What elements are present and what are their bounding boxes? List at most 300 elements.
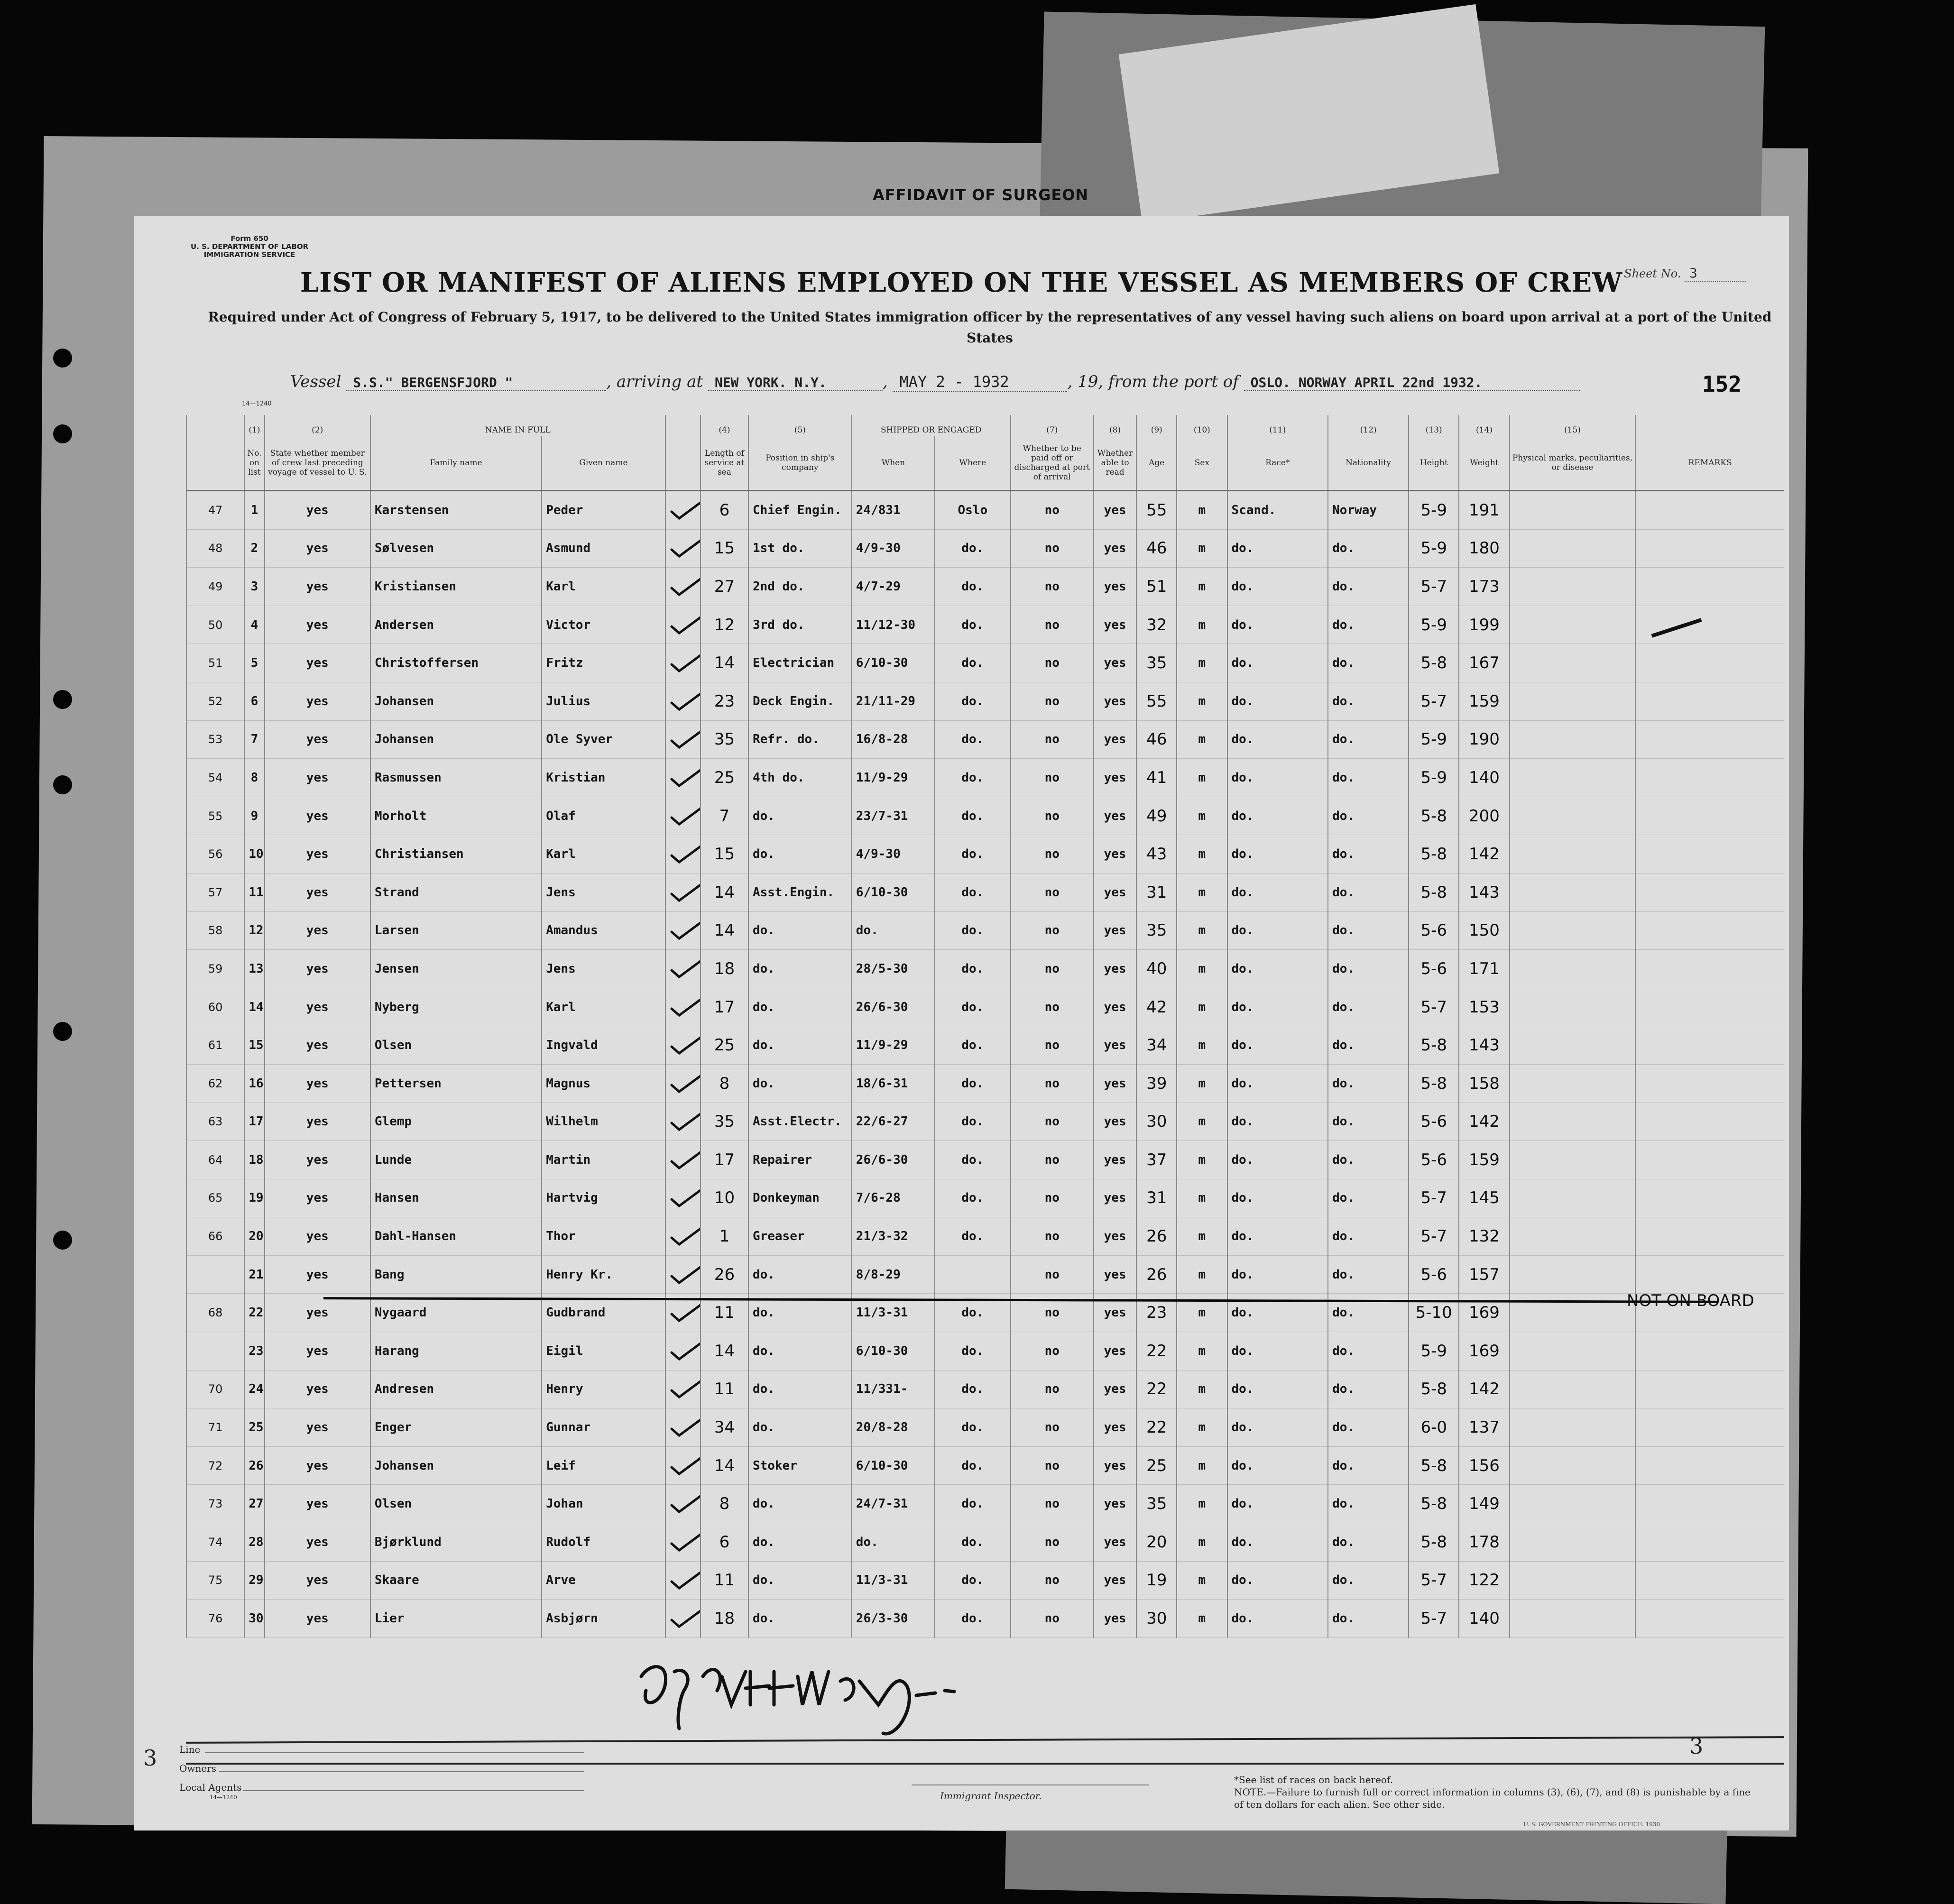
given-name: Asbjørn (542, 1600, 665, 1638)
age: 31 (1136, 1179, 1177, 1217)
check-mark (665, 1600, 700, 1638)
check-mark-icon (670, 768, 700, 788)
paid-off: no (1011, 759, 1094, 797)
position: do. (748, 1026, 852, 1065)
position: do. (748, 1255, 852, 1294)
previous-voyage: yes (265, 720, 370, 759)
check-mark-icon (670, 729, 700, 749)
check-mark-icon (670, 997, 700, 1017)
nationality: do. (1328, 1485, 1409, 1523)
paid-off: no (1011, 720, 1094, 759)
position: Donkeyman (748, 1179, 852, 1217)
column-number: (14) (1459, 415, 1509, 436)
check-mark (665, 568, 700, 606)
able-to-read: yes (1094, 1485, 1136, 1523)
given-name: Fritz (542, 644, 665, 682)
age: 25 (1136, 1446, 1177, 1485)
family-name: Skaare (370, 1561, 542, 1600)
paid-off: no (1011, 1561, 1094, 1600)
row-sequence-number: 72 (186, 1446, 244, 1485)
physical-marks (1510, 1103, 1636, 1141)
paid-off: no (1011, 1026, 1094, 1065)
position: 4th do. (748, 759, 852, 797)
previous-voyage: yes (265, 1523, 370, 1562)
previous-voyage: yes (265, 1561, 370, 1600)
list-number: 22 (244, 1294, 265, 1332)
row-sequence-number: 57 (186, 873, 244, 911)
age: 40 (1136, 950, 1177, 988)
age: 35 (1136, 644, 1177, 682)
check-mark (665, 644, 700, 682)
length-of-service: 26 (700, 1255, 748, 1294)
weight: 145 (1459, 1179, 1509, 1217)
position: do. (748, 1485, 852, 1523)
length-of-service: 23 (700, 682, 748, 720)
race: do. (1227, 797, 1328, 835)
remarks (1635, 491, 1784, 530)
list-number: 26 (244, 1446, 265, 1485)
position: do. (748, 1294, 852, 1332)
column-number: (11) (1227, 415, 1328, 436)
nationality: Norway (1328, 491, 1409, 530)
family-name: Sølvesen (370, 529, 542, 568)
length-of-service: 27 (700, 568, 748, 606)
remarks (1635, 1561, 1784, 1600)
column-header: Sex (1177, 436, 1227, 491)
paid-off: no (1011, 950, 1094, 988)
previous-voyage: yes (265, 1255, 370, 1294)
page-number-right: 3 (1689, 1733, 1704, 1759)
row-sequence-number (186, 1332, 244, 1371)
row-sequence-number: 63 (186, 1103, 244, 1141)
height: 5-7 (1409, 568, 1459, 606)
length-of-service: 7 (700, 797, 748, 835)
previous-voyage: yes (265, 1485, 370, 1523)
physical-marks (1510, 491, 1636, 530)
list-number: 24 (244, 1370, 265, 1408)
physical-marks (1510, 1523, 1636, 1562)
check-mark-icon (670, 1494, 700, 1514)
height: 5-8 (1409, 797, 1459, 835)
check-mark (665, 873, 700, 911)
length-of-service: 8 (700, 1064, 748, 1103)
race: do. (1227, 1141, 1328, 1179)
paid-off: no (1011, 1446, 1094, 1485)
age: 35 (1136, 911, 1177, 950)
nationality: do. (1328, 1446, 1409, 1485)
shipped-where: do. (935, 1446, 1010, 1485)
list-number: 2 (244, 529, 265, 568)
paid-off: no (1011, 873, 1094, 911)
physical-marks (1510, 1561, 1636, 1600)
nationality: do. (1328, 797, 1409, 835)
race: do. (1227, 759, 1328, 797)
position: do. (748, 1561, 852, 1600)
paid-off: no (1011, 1485, 1094, 1523)
previous-voyage: yes (265, 1446, 370, 1485)
shipped-when: do. (852, 911, 935, 950)
sex: m (1177, 797, 1227, 835)
check-mark-icon (670, 1417, 700, 1437)
family-name: Pettersen (370, 1064, 542, 1103)
length-of-service: 11 (700, 1370, 748, 1408)
nationality: do. (1328, 1408, 1409, 1447)
age: 49 (1136, 797, 1177, 835)
shipped-where: do. (935, 759, 1010, 797)
list-number: 4 (244, 606, 265, 644)
family-name: Andersen (370, 606, 542, 644)
nationality: do. (1328, 1294, 1409, 1332)
arrival-port: NEW YORK. N.Y. (708, 375, 883, 391)
given-name: Henry Kr. (542, 1255, 665, 1294)
check-mark (665, 911, 700, 950)
length-of-service: 34 (700, 1408, 748, 1447)
remarks (1635, 988, 1784, 1026)
length-of-service: 14 (700, 873, 748, 911)
row-sequence-number: 62 (186, 1064, 244, 1103)
row-sequence-number: 71 (186, 1408, 244, 1447)
weight: 190 (1459, 720, 1509, 759)
punch-hole (53, 1022, 72, 1041)
nationality: do. (1328, 911, 1409, 950)
nationality: do. (1328, 644, 1409, 682)
weight: 159 (1459, 682, 1509, 720)
age: 20 (1136, 1523, 1177, 1562)
shipped-when: 24/831 (852, 491, 935, 530)
sex: m (1177, 1485, 1227, 1523)
table-row (186, 1523, 1784, 1562)
remarks (1635, 1255, 1784, 1294)
paid-off: no (1011, 1408, 1094, 1447)
paid-off: no (1011, 606, 1094, 644)
race: do. (1227, 1561, 1328, 1600)
previous-voyage: yes (265, 1064, 370, 1103)
length-of-service: 8 (700, 1485, 748, 1523)
column-number: (8) (1094, 415, 1136, 436)
list-number: 11 (244, 873, 265, 911)
shipped-where: do. (935, 1332, 1010, 1371)
check-mark-icon (670, 1150, 700, 1170)
check-mark-icon (670, 538, 700, 558)
form-code-small: 14—1240 (242, 400, 272, 407)
race: do. (1227, 1408, 1328, 1447)
remarks (1635, 1064, 1784, 1103)
check-mark (665, 1561, 700, 1600)
family-name: Nygaard (370, 1294, 542, 1332)
shipped-where (935, 1255, 1010, 1294)
position: Deck Engin. (748, 682, 852, 720)
shipped-when: 8/8-29 (852, 1255, 935, 1294)
race: do. (1227, 1103, 1328, 1141)
list-number: 5 (244, 644, 265, 682)
weight: 142 (1459, 1370, 1509, 1408)
check-mark (665, 1408, 700, 1447)
weight: 143 (1459, 1026, 1509, 1065)
check-mark (665, 606, 700, 644)
position: Electrician (748, 644, 852, 682)
table-row (186, 1561, 1784, 1600)
row-sequence-number: 74 (186, 1523, 244, 1562)
check-mark (665, 1141, 700, 1179)
family-name: Harang (370, 1332, 542, 1371)
given-name: Johan (542, 1485, 665, 1523)
sex: m (1177, 911, 1227, 950)
remarks (1635, 529, 1784, 568)
shipped-where: do. (935, 797, 1010, 835)
shipped-where: do. (935, 835, 1010, 874)
position: do. (748, 1370, 852, 1408)
race: Scand. (1227, 491, 1328, 530)
sex: m (1177, 1408, 1227, 1447)
height: 5-6 (1409, 1141, 1459, 1179)
form-code: Form 650 U. S. DEPARTMENT OF LABOR IMMIGRATION SERVICE (191, 234, 309, 259)
length-of-service: 17 (700, 988, 748, 1026)
list-number: 9 (244, 797, 265, 835)
race: do. (1227, 1255, 1328, 1294)
paid-off: no (1011, 1332, 1094, 1371)
nationality: do. (1328, 529, 1409, 568)
sex: m (1177, 529, 1227, 568)
race: do. (1227, 606, 1328, 644)
given-name: Thor (542, 1217, 665, 1256)
remarks (1635, 1332, 1784, 1371)
shipped-where: do. (935, 1485, 1010, 1523)
shipped-when: 11/331- (852, 1370, 935, 1408)
physical-marks (1510, 1446, 1636, 1485)
height: 6-0 (1409, 1408, 1459, 1447)
paid-off: no (1011, 1064, 1094, 1103)
given-name: Eigil (542, 1332, 665, 1371)
weight: 142 (1459, 1103, 1509, 1141)
shipped-when: 6/10-30 (852, 1446, 935, 1485)
height: 5-8 (1409, 1523, 1459, 1562)
given-name: Rudolf (542, 1523, 665, 1562)
given-name: Karl (542, 988, 665, 1026)
race: do. (1227, 1332, 1328, 1371)
physical-marks (1510, 1370, 1636, 1408)
paid-off: no (1011, 1600, 1094, 1638)
table-row (186, 529, 1784, 568)
remarks (1635, 911, 1784, 950)
paid-off: no (1011, 1255, 1094, 1294)
weight: 157 (1459, 1255, 1509, 1294)
nationality: do. (1328, 835, 1409, 874)
nationality: do. (1328, 1217, 1409, 1256)
check-mark-icon (670, 1456, 700, 1476)
age: 32 (1136, 606, 1177, 644)
list-number: 18 (244, 1141, 265, 1179)
nationality: do. (1328, 873, 1409, 911)
given-name: Karl (542, 835, 665, 874)
column-header: No. on list (244, 436, 265, 491)
race: do. (1227, 1179, 1328, 1217)
position: Greaser (748, 1217, 852, 1256)
physical-marks (1510, 644, 1636, 682)
check-mark (665, 1103, 700, 1141)
remarks (1635, 1141, 1784, 1179)
family-name: Glemp (370, 1103, 542, 1141)
vessel-line: Vessel S.S." BERGENSFJORD " , arriving at NEW YORK. N.Y. , MAY 2 - 1932 , 19, from the port of OSLO. NORWAY APRIL 22nd 1932. (290, 372, 1751, 392)
list-number: 19 (244, 1179, 265, 1217)
weight: 132 (1459, 1217, 1509, 1256)
nationality: do. (1328, 1600, 1409, 1638)
paid-off: no (1011, 1141, 1094, 1179)
given-name: Julius (542, 682, 665, 720)
sex: m (1177, 720, 1227, 759)
age: 37 (1136, 1141, 1177, 1179)
paid-off: no (1011, 644, 1094, 682)
shipped-when: 4/7-29 (852, 568, 935, 606)
position: do. (748, 911, 852, 950)
column-number: NAME IN FULL (370, 415, 665, 436)
remarks (1635, 873, 1784, 911)
table-row (186, 759, 1784, 797)
table-row (186, 1370, 1784, 1408)
row-sequence-number: 47 (186, 491, 244, 530)
shipped-where: do. (935, 529, 1010, 568)
shipped-where: do. (935, 1141, 1010, 1179)
able-to-read: yes (1094, 1064, 1136, 1103)
remarks (1635, 950, 1784, 988)
family-name: Olsen (370, 1026, 542, 1065)
nationality: do. (1328, 682, 1409, 720)
weight: 169 (1459, 1332, 1509, 1371)
nationality: do. (1328, 759, 1409, 797)
table-row (186, 1103, 1784, 1141)
nationality: do. (1328, 1523, 1409, 1562)
able-to-read: yes (1094, 1179, 1136, 1217)
check-mark-icon (670, 1226, 700, 1246)
given-name: Jens (542, 950, 665, 988)
weight: 159 (1459, 1141, 1509, 1179)
previous-voyage: yes (265, 1408, 370, 1447)
sex: m (1177, 1026, 1227, 1065)
able-to-read: yes (1094, 835, 1136, 874)
check-mark-icon (670, 1341, 700, 1361)
age: 19 (1136, 1561, 1177, 1600)
remarks (1635, 1446, 1784, 1485)
race: do. (1227, 682, 1328, 720)
check-mark-icon (670, 1188, 700, 1208)
check-mark-icon (670, 1379, 700, 1399)
sex: m (1177, 1332, 1227, 1371)
length-of-service: 18 (700, 950, 748, 988)
sex: m (1177, 1294, 1227, 1332)
position: do. (748, 797, 852, 835)
given-name: Martin (542, 1141, 665, 1179)
column-number: (9) (1136, 415, 1177, 436)
check-mark-icon (670, 691, 700, 711)
row-sequence-number: 51 (186, 644, 244, 682)
able-to-read: yes (1094, 1103, 1136, 1141)
row-sequence-number: 55 (186, 797, 244, 835)
able-to-read: yes (1094, 682, 1136, 720)
shipped-where: do. (935, 988, 1010, 1026)
table-row (186, 950, 1784, 988)
nationality: do. (1328, 1255, 1409, 1294)
race: do. (1227, 1294, 1328, 1332)
shipped-when: 6/10-30 (852, 644, 935, 682)
remarks (1635, 1600, 1784, 1638)
weight: 122 (1459, 1561, 1509, 1600)
race: do. (1227, 1523, 1328, 1562)
list-number: 27 (244, 1485, 265, 1523)
shipped-when: 22/6-27 (852, 1103, 935, 1141)
able-to-read: yes (1094, 1255, 1136, 1294)
check-mark (665, 988, 700, 1026)
shipped-when: 16/8-28 (852, 720, 935, 759)
weight: 173 (1459, 568, 1509, 606)
height: 5-7 (1409, 1600, 1459, 1638)
shipped-where: do. (935, 1523, 1010, 1562)
check-mark (665, 1370, 700, 1408)
physical-marks (1510, 988, 1636, 1026)
column-header: Physical marks, peculiarities, or disease (1510, 436, 1636, 491)
position: do. (748, 1600, 852, 1638)
paid-off: no (1011, 1179, 1094, 1217)
given-name: Gunnar (542, 1408, 665, 1447)
remarks (1635, 720, 1784, 759)
table-row (186, 988, 1784, 1026)
nationality: do. (1328, 568, 1409, 606)
able-to-read: yes (1094, 644, 1136, 682)
paid-off: no (1011, 1523, 1094, 1562)
remarks (1635, 835, 1784, 874)
previous-voyage: yes (265, 491, 370, 530)
height: 5-8 (1409, 1370, 1459, 1408)
age: 26 (1136, 1255, 1177, 1294)
shipped-when: 26/3-30 (852, 1600, 935, 1638)
family-name: Morholt (370, 797, 542, 835)
shipped-where: do. (935, 1408, 1010, 1447)
check-mark-icon (670, 1035, 700, 1055)
punch-hole (53, 1231, 72, 1250)
shipped-where: do. (935, 682, 1010, 720)
remarks (1635, 1523, 1784, 1562)
remarks (1635, 1179, 1784, 1217)
given-name: Peder (542, 491, 665, 530)
height: 5-8 (1409, 1446, 1459, 1485)
shipped-when: 11/12-30 (852, 606, 935, 644)
family-name: Rasmussen (370, 759, 542, 797)
shipped-where: do. (935, 1026, 1010, 1065)
nationality: do. (1328, 1561, 1409, 1600)
family-name: Bjørklund (370, 1523, 542, 1562)
length-of-service: 35 (700, 1103, 748, 1141)
row-sequence-number: 53 (186, 720, 244, 759)
column-header: Age (1136, 436, 1177, 491)
sex: m (1177, 1561, 1227, 1600)
shipped-where: do. (935, 873, 1010, 911)
table-row (186, 1141, 1784, 1179)
row-sequence-number: 68 (186, 1294, 244, 1332)
physical-marks (1510, 606, 1636, 644)
family-name: Andresen (370, 1370, 542, 1408)
age: 26 (1136, 1217, 1177, 1256)
previous-voyage: yes (265, 682, 370, 720)
row-sequence-number: 58 (186, 911, 244, 950)
check-mark-icon (670, 1074, 700, 1094)
check-mark (665, 1217, 700, 1256)
remarks (1635, 568, 1784, 606)
footnote: *See list of races on back hereof. NOTE.—Failure to furnish full or correct information in columns (3), (6), (7), and (8) is punishable by a fine of ten dollars for each alien. See other side. (1234, 1774, 1751, 1810)
check-mark-icon (670, 500, 700, 520)
family-name: Lunde (370, 1141, 542, 1179)
sex: m (1177, 835, 1227, 874)
remarks (1635, 1370, 1784, 1408)
able-to-read: yes (1094, 606, 1136, 644)
shipped-when: 11/9-29 (852, 1026, 935, 1065)
